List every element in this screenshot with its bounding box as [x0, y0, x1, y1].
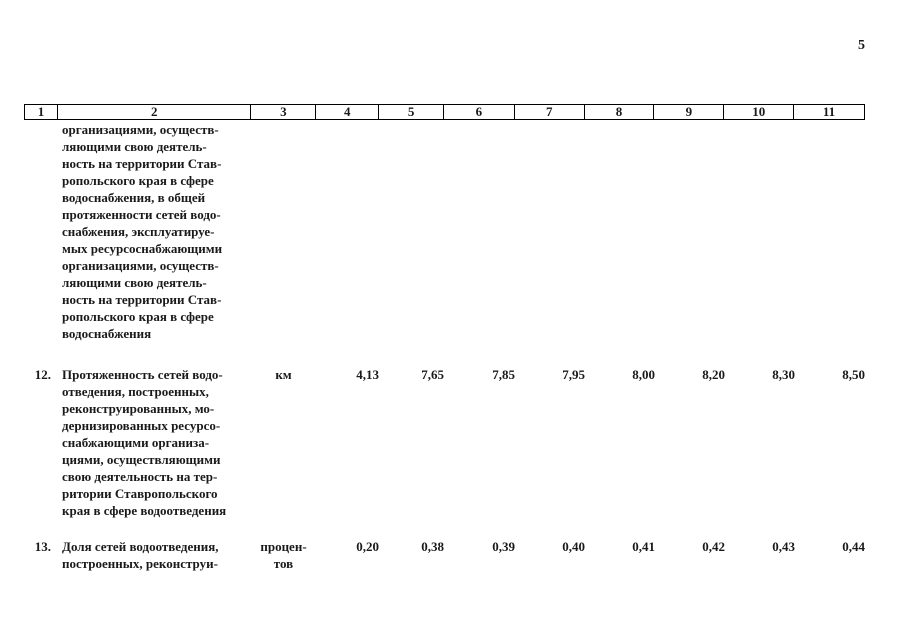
description-line: циями, осуществляющими: [62, 452, 221, 467]
description-line: отведения, построенных,: [62, 384, 209, 399]
row-description: [62, 121, 244, 342]
description-line: Протяженность сетей водо-: [62, 367, 223, 382]
row-description: [62, 538, 244, 572]
value-col-11: 0,44: [842, 539, 865, 554]
unit-line: тов: [273, 556, 294, 571]
description-line: снабжающими организа-: [62, 435, 210, 450]
value-col-10: 8,30: [772, 367, 795, 382]
column-header-9: 9: [654, 105, 724, 119]
description-line: построенных, реконструи-: [62, 556, 218, 571]
row-unit: км: [275, 367, 292, 382]
description-line: дернизированных ресурсо-: [62, 418, 221, 433]
description-line: реконструированных, мо-: [62, 401, 215, 416]
unit-line: процен-: [260, 539, 307, 554]
description-line: ность на территории Став-: [62, 292, 222, 307]
description-line: снабжения, эксплуатируе-: [62, 224, 215, 239]
table-header-row: [24, 104, 865, 120]
value-col-11: 8,50: [842, 367, 865, 382]
column-header-7: 7: [515, 105, 585, 119]
description-line: ляющими свою деятель-: [62, 139, 207, 154]
column-header-8: 8: [585, 105, 655, 119]
value-col-7: 0,40: [562, 539, 585, 554]
column-header-1: 1: [25, 105, 58, 119]
value-col-7: 7,95: [562, 367, 585, 382]
value-col-10: 0,43: [772, 539, 795, 554]
description-line: ропольского края в сфере: [62, 173, 214, 188]
value-col-8: 0,41: [632, 539, 655, 554]
row-number: 13.: [34, 539, 51, 554]
value-col-6: 0,39: [492, 539, 515, 554]
value-col-4: 4,13: [356, 367, 379, 382]
column-header-3: 3: [251, 105, 316, 119]
description-line: свою деятельность на тер-: [62, 469, 218, 484]
description-line: протяженности сетей водо-: [62, 207, 221, 222]
column-header-2: 2: [58, 105, 252, 119]
description-line: организациями, осуществ-: [62, 258, 219, 273]
column-header-4: 4: [316, 105, 379, 119]
row-unit: [251, 538, 316, 572]
value-col-9: 8,20: [702, 367, 725, 382]
row-description: [62, 366, 244, 519]
value-col-6: 7,85: [492, 367, 515, 382]
value-col-5: 7,65: [421, 367, 444, 382]
value-col-5: 0,38: [421, 539, 444, 554]
description-line: ляющими свою деятель-: [62, 275, 207, 290]
column-header-5: 5: [379, 105, 444, 119]
value-col-9: 0,42: [702, 539, 725, 554]
description-line: ритории Ставропольского: [62, 486, 218, 501]
column-header-6: 6: [444, 105, 515, 119]
page-number: 5: [858, 38, 865, 53]
column-header-10: 10: [724, 105, 794, 119]
description-line: Доля сетей водоотведения,: [62, 539, 219, 554]
row-number: 12.: [34, 367, 51, 382]
value-col-8: 8,00: [632, 367, 655, 382]
description-line: ропольского края в сфере: [62, 309, 214, 324]
description-line: края в сфере водоотведения: [62, 503, 227, 518]
description-line: водоснабжения, в общей: [62, 190, 206, 205]
description-line: ность на территории Став-: [62, 156, 222, 171]
column-header-11: 11: [822, 104, 836, 119]
description-line: водоснабжения: [62, 326, 152, 341]
description-line: организациями, осуществ-: [62, 122, 219, 137]
description-line: мых ресурсоснабжающими: [62, 241, 223, 256]
value-col-4: 0,20: [356, 539, 379, 554]
